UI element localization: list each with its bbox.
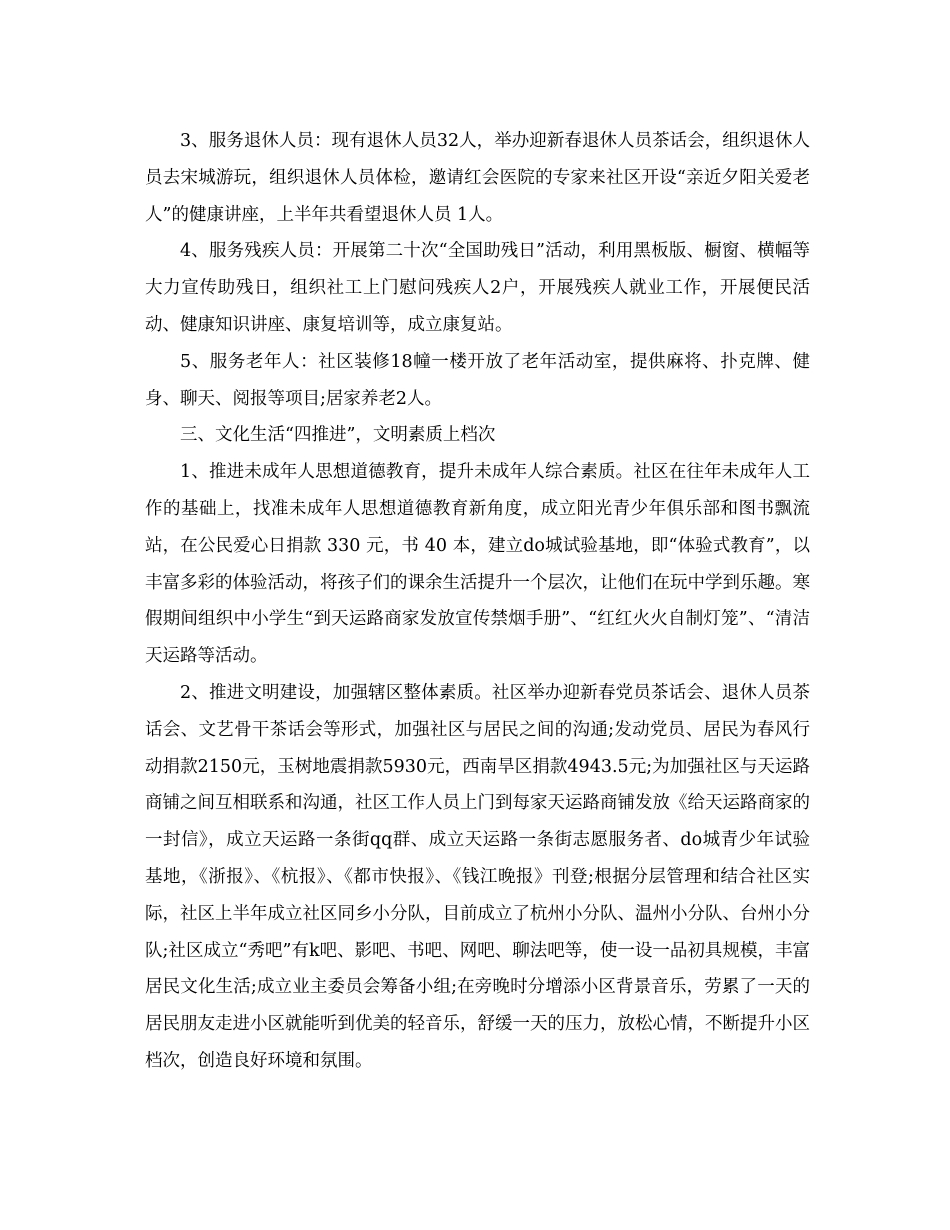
paragraph-disabled-service: 4、服务残疾人员：开展第二十次“全国助残日”活动，利用黑板版、橱窗、横幅等大力宣传助残日，组织社工上门慰问残疾人2户，开展残疾人就业工作，开展便民活动、健康知识讲座、康复培训等，成立康复站。: [145, 241, 810, 335]
document-body: [145, 123, 810, 1080]
paragraph-civilization-building: 2、推进文明建设，加强辖区整体素质。社区举办迎新春党员茶话会、退休人员茶话会、文艺骨干茶话会等形式，加强社区与居民之间的沟通;发动党员、居民为春风行动捐款2150元，玉树地震捐款5930元，西南旱区捐款4943.5元;为加强社区与天运路商铺之间互相联系和沟通，社区工作人员上门到每家天运路商铺发放《给天运路商家的一封信》，成立天运路一条街qq群、成立天运路一条街志愿服务者、do城青少年试验基地，《浙报》、《杭报》、《都市快报》、《钱江晚报》刊登;根据分层管理和结合社区实际，社区上半年成立社区同乡小分队，目前成立了杭州小分队、温州小分队、台州小分队;社区成立“秀吧”有k吧、影吧、书吧、网吧、聊法吧等，使一设一品初具规模，丰富居民文化生活;成立业主委员会筹备小组;在旁晚时分增添小区背景音乐，劳累了一天的居民朋友走进小区就能听到优美的轻音乐，舒缓一天的压力，放松心情，不断提升小区档次，创造良好环境和氛围。: [145, 682, 810, 1071]
section-heading-culture: 三、文化生活“四推进”，文明素质上档次: [180, 425, 496, 446]
paragraph-retirees-service: 3、服务退休人员：现有退休人员32人，举办迎新春退休人员茶话会，组织退休人员去宋城游玩，组织退休人员体检，邀请红会医院的专家来社区开设“亲近夕阳关爱老人”的健康讲座，上半年共看望退休人员 1人。: [145, 131, 810, 225]
paragraph-elderly-service: 5、服务老年人：社区装修18幢一楼开放了老年活动室，提供麻将、扑克牌、健身、聊天、阅报等项目;居家养老2人。: [145, 351, 810, 409]
paragraph-youth-education: 1、推进未成年人思想道德教育，提升未成年人综合素质。社区在往年未成年人工作的基础上，找准未成年人思想道德教育新角度，成立阳光青少年俱乐部和图书飘流站，在公民爱心日捐款 330 元，书 40 本，建立do城试验基地，即“体验式教育”，以丰富多彩的体验活动，将孩子们的课余生活提升一个层次，让他们在玩中学到乐趣。寒假期间组织中小学生“到天运路商家发放宣传禁烟手册”、“红红火火自制灯笼”、“清洁天运路等活动。: [145, 462, 810, 667]
